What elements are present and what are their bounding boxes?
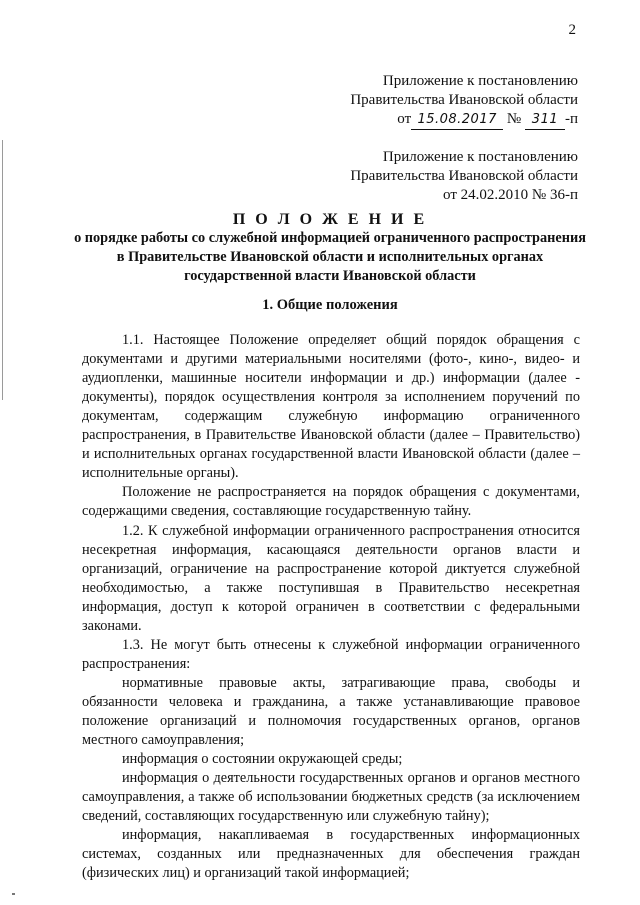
annex-current-line2: Правительства Ивановской области [350, 92, 578, 108]
annex-original-line3: от 24.02.2010 № 36-п [443, 187, 578, 203]
annex-current-block [350, 72, 578, 130]
handwritten-date: 15.08.2017 [411, 110, 503, 130]
annex-number-suffix: -п [564, 111, 578, 127]
annex-from-prefix: от [397, 111, 412, 127]
page-number: 2 [568, 22, 576, 38]
scan-dust-artifact [12, 893, 15, 895]
paragraph-1-3: 1.3. Не могут быть отнесены к служебной информации ограниченного распространения: [82, 637, 580, 672]
handwritten-number: 311 [525, 110, 565, 130]
list-item-activity: информация о деятельности государственных органов и органов местного самоуправления, а также об использовании бюджетных средств (за исключением сведений, составляющих государственную или служебную тайну); [82, 770, 580, 824]
annex-number-prefix: № [506, 111, 522, 127]
annex-original-line2: Правительства Ивановской области [350, 168, 578, 184]
paragraph-1-2: 1.2. К служебной информации ограниченного распространения относится несекретная информация, касающаяся деятельности органов власти и организаций, ограничение на распространение которой диктуется служебной необходимостью, а также поступившая в Правительство несекретная информация, доступ к которой ограничен в соответствии с федеральными законами. [82, 523, 580, 634]
annex-current-line3 [350, 110, 578, 130]
annex-original-block [350, 148, 578, 205]
document-title: П О Л О Ж Е Н И Е [232, 211, 428, 228]
list-item-environment: информация о состоянии окружающей среды; [122, 751, 403, 767]
document-subtitle: о порядке работы со служебной информацией ограниченного распространения в Правительстве Ивановской области и исполнительных органах государственной власти Ивановской области [74, 230, 586, 284]
list-item-information-systems: информация, накапливаемая в государственных информационных системах, созданных или предназначенных для обеспечения граждан (физических лиц) и организаций такой информацией; [82, 827, 580, 881]
document-body [82, 331, 580, 883]
annex-current-line1: Приложение к постановлению [382, 73, 578, 89]
list-item-legal-acts: нормативные правовые акты, затрагивающие права, свободы и обязанности человека и гражданина, а также устанавливающие правовое положение организаций и полномочия государственных органов, органов местного самоуправления; [82, 675, 580, 748]
section-title: 1. Общие положения [262, 297, 398, 313]
paragraph-1-1: 1.1. Настоящее Положение определяет общий порядок обращения с документами и другими материальными носителями (фото-, кино-, видео- и аудиопленки, машинные носители информации и др.) информации (далее - документы), порядок осуществления контроля за исполнением поручений по документам, содержащим служебную информацию ограниченного распространения, в Правительстве Ивановской области (далее – Правительство) и исполнительных органах государственной власти Ивановской области (далее – исполнительные органы). [82, 332, 580, 481]
annex-original-line1: Приложение к постановлению [382, 149, 578, 165]
paragraph-exclusion: Положение не распространяется на порядок обращения с документами, содержащими сведения, составляющие государственную тайну. [82, 484, 580, 519]
scan-edge-artifact [2, 140, 3, 400]
